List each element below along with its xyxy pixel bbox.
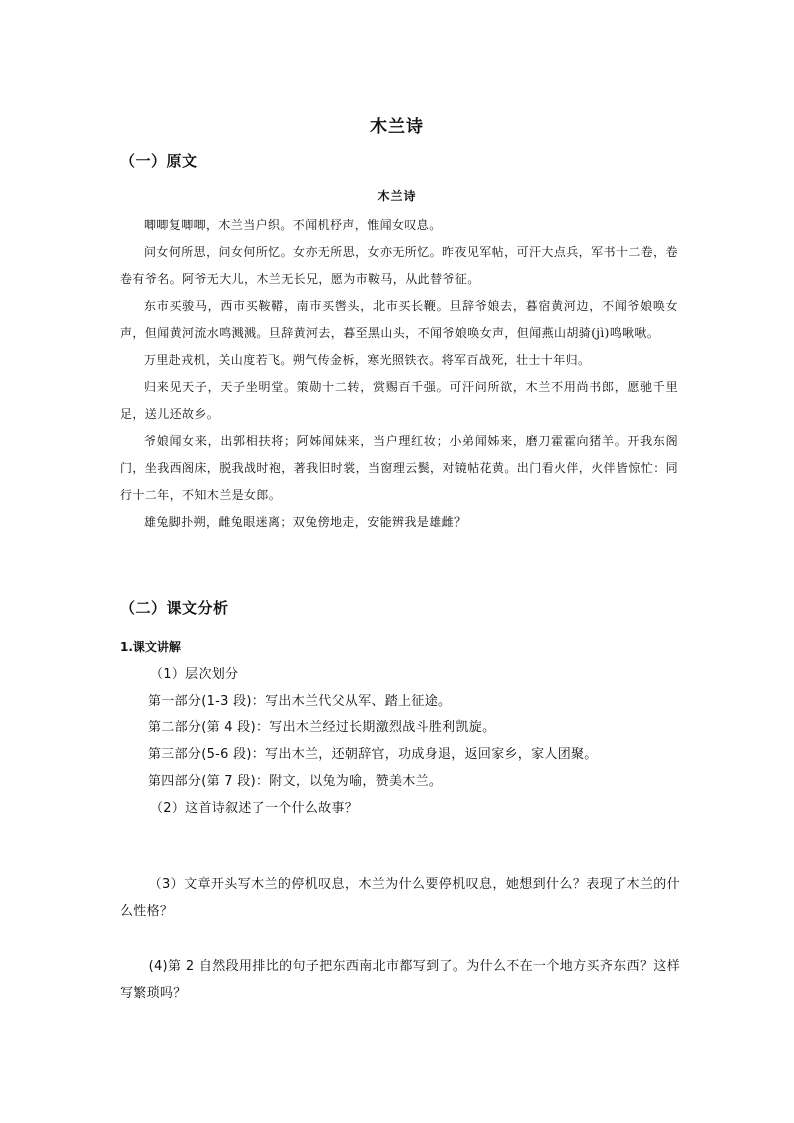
item-layer-division: （1）层次划分 — [150, 667, 239, 682]
poem-text — [120, 212, 678, 536]
poem-title: 木兰诗 — [377, 189, 417, 203]
question-four: (4)第 2 自然段用排比的句子把东西南北市都写到了。为什么不在一个地方买齐东西？这样写繁琐吗？ — [120, 959, 680, 1001]
document-title: 木兰诗 — [370, 117, 424, 137]
part-one-line: 第一部分(1-3 段)：写出木兰代父从军、踏上征途。 — [148, 694, 452, 709]
subheading-lecture: 1.课文讲解 — [120, 640, 181, 654]
poem-paragraph: 归来见天子，天子坐明堂。策勋十二转，赏赐百千强。可汗问所欲，木兰不用尚书郎，愿驰千里足，送儿还故乡。 — [120, 380, 678, 421]
poem-paragraph: 问女何所思，问女何所忆。女亦无所思，女亦无所忆。昨夜见军帖，可汗大点兵，军书十二卷，卷卷有爷名。阿爷无大儿，木兰无长兄，愿为市鞍马，从此替爷征。 — [120, 245, 678, 286]
poem-paragraph: 雄兔脚扑朔，雌兔眼迷离；双兔傍地走，安能辨我是雄雌？ — [144, 515, 467, 529]
poem-paragraph: 东市买骏马，西市买鞍鞯，南市买辔头，北市买长鞭。旦辞爷娘去，暮宿黄河边，不闻爷娘唤女声，但闻黄河流水鸣溅溅。旦辞黄河去，暮至黑山头，不闻爷娘唤女声，但闻燕山胡骑(jì)鸣啾啾。 — [120, 299, 678, 340]
part-two-line: 第二部分(第 4 段)：写出木兰经过长期激烈战斗胜利凯旋。 — [148, 720, 496, 735]
poem-paragraph: 爷娘闻女来，出郭相扶将；阿姊闻妹来，当户理红妆；小弟闻姊来，磨刀霍霍向猪羊。开我东阁门，坐我西阁床，脱我战时袍，著我旧时裳，当窗理云鬓，对镜帖花黄。出门看火伴，火伴皆惊忙：同行十二年，不知木兰是女郎。 — [120, 434, 679, 502]
poem-paragraph: 万里赴戎机，关山度若飞。朔气传金柝，寒光照铁衣。将军百战死，壮士十年归。 — [144, 353, 591, 367]
section-heading-original: （一）原文 — [120, 152, 198, 170]
question-two: （2）这首诗叙述了一个什么故事？ — [150, 801, 359, 816]
question-three: （3）文章开头写木兰的停机叹息，木兰为什么要停机叹息，她想到什么？表现了木兰的什么性格？ — [120, 877, 680, 919]
section-heading-analysis: （二）课文分析 — [120, 599, 229, 617]
part-four-line: 第四部分(第 7 段)：附文，以兔为喻，赞美木兰。 — [148, 774, 443, 789]
poem-paragraph: 唧唧复唧唧，木兰当户织。不闻机杼声，惟闻女叹息。 — [144, 218, 442, 232]
part-three-line: 第三部分(5-6 段)：写出木兰，还朝辞官，功成身退，返回家乡，家人团聚。 — [148, 747, 598, 762]
